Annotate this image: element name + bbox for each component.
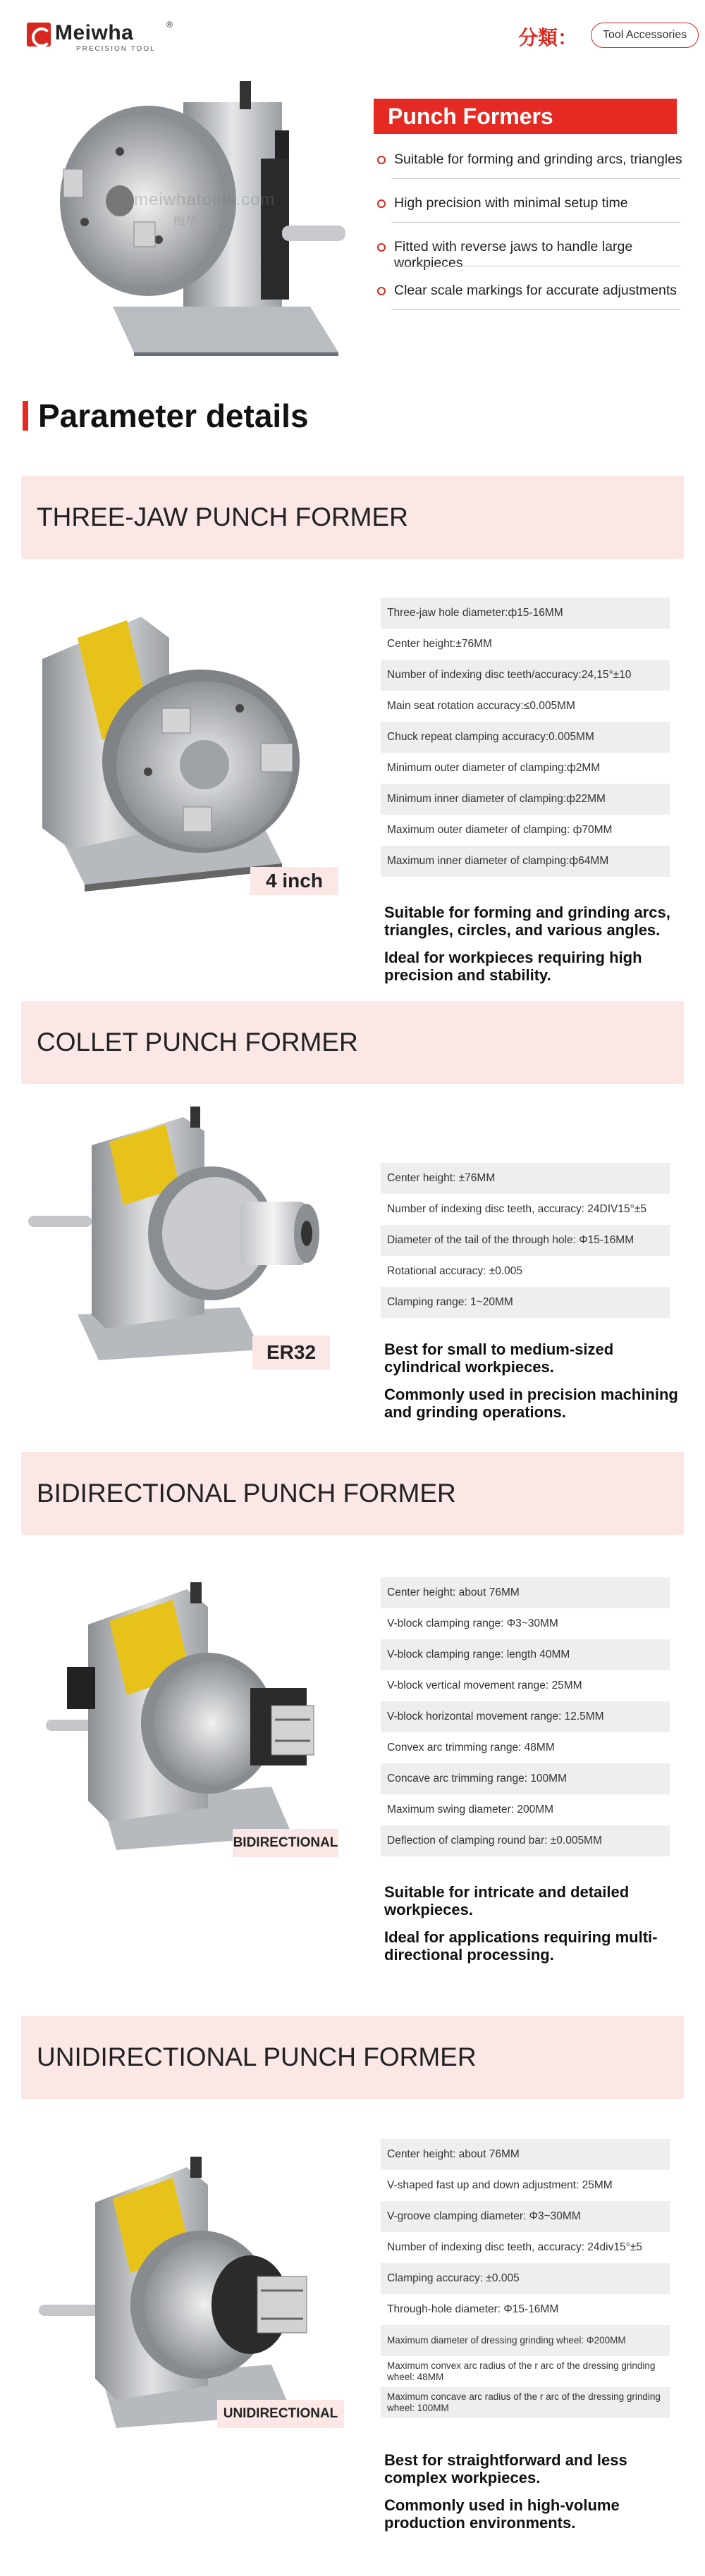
bullet-circle-icon — [377, 243, 386, 252]
unidirectional-former-image — [39, 2146, 349, 2442]
divider — [391, 309, 680, 310]
section-header-collet — [21, 1001, 684, 1084]
spec-table — [381, 2139, 670, 2418]
description-paragraph: Commonly used in high-volume production environments. — [384, 2496, 620, 2532]
section-header-unidirectional — [21, 2016, 684, 2099]
spec-row: Through-hole diameter: Φ15-16MM — [387, 2303, 559, 2315]
brand-subtitle: PRECISION TOOL — [76, 45, 156, 53]
section-description — [384, 904, 687, 994]
section-header-three-jaw — [21, 476, 684, 559]
feature-text: Fitted with reverse jaws to handle large workpieces — [394, 239, 633, 271]
feature-item — [377, 239, 694, 283]
spec-row: Rotational accuracy: ±0.005 — [387, 1265, 523, 1277]
spec-table — [381, 1577, 670, 1856]
category-pill[interactable]: Tool Accessories — [591, 23, 699, 48]
spec-row: Center height: about 76MM — [381, 1577, 670, 1608]
bullet-circle-icon — [377, 156, 386, 164]
section-description — [384, 1341, 687, 1431]
divider — [391, 222, 680, 223]
spec-row: Concave arc trimming range: 100MM — [381, 1763, 670, 1794]
product-title: Punch Formers — [374, 99, 677, 134]
spec-row: V-shaped fast up and down adjustment: 25MM — [387, 2179, 613, 2191]
spec-row: Maximum diameter of dressing grinding wheel: Φ200MM — [381, 2325, 670, 2356]
spec-row: V-groove clamping diameter: Φ3~30MM — [381, 2201, 670, 2232]
spec-row: Diameter of the tail of the through hole: Φ15-16MM — [381, 1225, 670, 1256]
registered-mark: ® — [166, 20, 173, 30]
model-tag: UNIDIRECTIONAL — [217, 2400, 344, 2428]
description-paragraph: Commonly used in precision machining and grinding operations. — [384, 1386, 678, 1421]
section-title: BIDIRECTIONAL PUNCH FORMER — [37, 1479, 456, 1508]
spec-row: Center height: about 76MM — [381, 2139, 670, 2170]
spec-row: Convex arc trimming range: 48MM — [387, 1742, 555, 1754]
category-label: 分類： — [518, 27, 578, 49]
bullet-circle-icon — [377, 199, 386, 208]
description-paragraph: Suitable for intricate and detailed workpieces. — [384, 1883, 630, 1918]
spec-table — [381, 1163, 670, 1318]
model-tag: 4 inch — [250, 867, 338, 895]
feature-text: Clear scale markings for accurate adjustments — [394, 283, 677, 298]
spec-row: Minimum inner diameter of clamping:ф22MM — [381, 784, 670, 815]
feature-text: Suitable for forming and grinding arcs, triangles — [394, 152, 682, 167]
model-tag: ER32 — [252, 1336, 330, 1369]
brand-name: Meiwha — [55, 21, 134, 44]
spec-row: Number of indexing disc teeth, accuracy: 24DIV15°±5 — [387, 1203, 646, 1215]
spec-row: V-block clamping range: length 40MM — [381, 1639, 670, 1670]
description-paragraph: Best for straightforward and less complex workpieces. — [384, 2451, 627, 2486]
spec-row: Maximum inner diameter of clamping:ф64MM — [381, 846, 670, 877]
section-title: UNIDIRECTIONAL PUNCH FORMER — [37, 2042, 477, 2071]
collet-former-image — [28, 1103, 331, 1371]
spec-row: Three-jaw hole diameter:ф15-16MM — [381, 598, 670, 629]
description-paragraph: Ideal for applications requiring multi-directional processing. — [384, 1928, 658, 1964]
page-header — [0, 0, 705, 70]
spec-row: Maximum swing diameter: 200MM — [387, 1804, 554, 1816]
section-title: COLLET PUNCH FORMER — [37, 1028, 358, 1056]
feature-list — [377, 152, 694, 326]
spec-row: Clamping range: 1~20MM — [381, 1287, 670, 1318]
bidirectional-former-image — [39, 1582, 349, 1864]
description-paragraph: Suitable for forming and grinding arcs, triangles, circles, and various angles. — [384, 904, 670, 939]
divider — [391, 178, 680, 179]
three-jaw-former-image — [28, 596, 367, 906]
section-description — [384, 2451, 687, 2541]
bullet-circle-icon — [377, 287, 386, 295]
spec-row: V-block clamping range: Φ3~30MM — [387, 1617, 558, 1629]
spec-row: Number of indexing disc teeth, accuracy: 24div15°±5 — [387, 2241, 642, 2253]
spec-row: Clamping accuracy: ±0.005 — [381, 2263, 670, 2294]
spec-row: Maximum convex arc radius of the r arc of the dressing grinding wheel: 48MM — [387, 2360, 656, 2382]
parameters-title: Parameter details — [38, 398, 309, 434]
spec-row: Center height:±76MM — [387, 638, 492, 650]
watermark: meiwhatools.com — [134, 190, 276, 209]
spec-row: Number of indexing disc teeth/accuracy:24,15°±10 — [381, 660, 670, 691]
feature-text: High precision with minimal setup time — [394, 195, 628, 211]
spec-row: Deflection of clamping round bar: ±0.005MM — [381, 1825, 670, 1856]
spec-row: Center height: ±76MM — [381, 1163, 670, 1194]
heading-accent-bar — [23, 401, 28, 431]
spec-row: Minimum outer diameter of clamping:ф2MM — [387, 762, 601, 774]
spec-table — [381, 598, 670, 877]
spec-row: Main seat rotation accuracy:≤0.005MM — [387, 700, 575, 712]
section-title: THREE-JAW PUNCH FORMER — [37, 503, 408, 531]
feature-item — [377, 152, 694, 195]
feature-item — [377, 195, 694, 239]
description-paragraph: Ideal for workpieces requiring high precision and stability. — [384, 949, 642, 984]
spec-row: Maximum concave arc radius of the r arc of the dressing grinding wheel: 100MM — [381, 2387, 670, 2418]
description-paragraph: Best for small to medium-sized cylindrical workpieces. — [384, 1341, 614, 1376]
spec-row: V-block horizontal movement range: 12.5MM — [381, 1701, 670, 1732]
spec-row: Maximum outer diameter of clamping: ф70MM — [387, 824, 613, 836]
feature-item — [377, 283, 694, 326]
spec-row: Chuck repeat clamping accuracy:0.005MM — [381, 722, 670, 753]
model-tag: BIDIRECTIONAL — [233, 1829, 338, 1857]
meiwha-logo-icon — [27, 23, 51, 47]
section-description — [384, 1883, 687, 1973]
watermark-cn: 梅华 — [173, 214, 198, 228]
spec-row: V-block vertical movement range: 25MM — [387, 1680, 582, 1691]
brand-logo[interactable] — [27, 21, 175, 55]
section-header-bidirectional — [21, 1452, 684, 1535]
